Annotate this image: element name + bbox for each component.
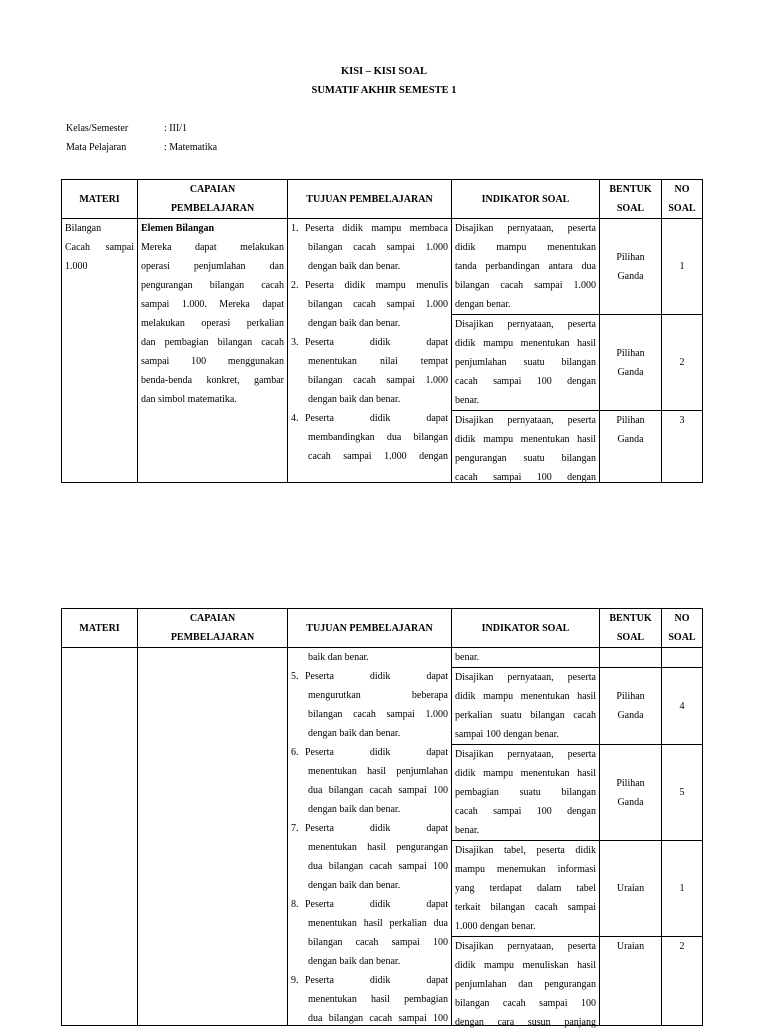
header-materi: MATERI	[62, 609, 138, 648]
materi-cell	[62, 648, 138, 1026]
indikator-cell: Disajikan pernyataan, peserta didik mampu menentukan hasil perkalian suatu bilangan cacah sampai 100 dengan benar.	[452, 668, 600, 745]
bentuk-soal-cell: Pilihan Ganda	[600, 411, 662, 483]
bentuk-soal-cell: Uraian	[600, 841, 662, 937]
tujuan-item-6: 6. Peserta didik dapat menentukan hasil penjumlahan dua bilangan cacah sampai 100 dengan baik dan benar.	[291, 747, 448, 815]
tujuan-item-8: 8. Peserta didik dapat menentukan hasil perkalian dua bilangan cacah sampai 100 dengan baik dan benar.	[291, 899, 448, 967]
header-no: NO SOAL	[662, 180, 703, 219]
header-bentuk: BENTUK SOAL	[600, 180, 662, 219]
table-header-row	[62, 609, 703, 648]
no-soal-cell	[662, 648, 703, 668]
bentuk-soal-cell: Uraian	[600, 937, 662, 1026]
tujuan-cell	[288, 219, 452, 483]
kisi-kisi-table-1	[61, 179, 703, 483]
mata-pelajaran-row	[66, 142, 217, 153]
no-soal-cell: 1	[662, 219, 703, 315]
table-row	[62, 219, 703, 315]
capaian-cell	[138, 648, 288, 1026]
tujuan-item-1: 1. Peserta didik mampu membaca bilangan cacah sampai 1.000 dengan baik dan benar.	[291, 223, 448, 272]
table-header-row	[62, 180, 703, 219]
tujuan-item-4: 4. Peserta didik dapat membandingkan dua bilangan cacah sampai 1.000 dengan	[291, 413, 448, 462]
bentuk-soal-cell: Pilihan Ganda	[600, 668, 662, 745]
no-soal-cell: 1	[662, 841, 703, 937]
indikator-cell: Disajikan pernyataan, peserta didik mampu menentukan hasil pembagian suatu bilangan cacah sampai 100 dengan benar.	[452, 745, 600, 841]
header-no: NO SOAL	[662, 609, 703, 648]
indikator-cell: Disajikan tabel, peserta didik mampu menemukan informasi yang terdapat dalam tabel terkait bilangan cacah sampai 1.000 dengan benar.	[452, 841, 600, 937]
bentuk-soal-cell	[600, 648, 662, 668]
materi-cell: Bilangan Cacah sampai 1.000	[62, 219, 138, 483]
indikator-cell: Disajikan pernyataan, peserta didik mampu menentukan hasil pengurangan suatu bilangan cacah sampai 100 dengan	[452, 411, 600, 483]
mata-pelajaran-label: Mata Pelajaran	[66, 142, 127, 153]
capaian-cell: Elemen Bilangan Mereka dapat melakukan operasi penjumlahan dan pengurangan bilangan cacah sampai 1.000. Mereka dapat melakukan operasi perkalian dan pembagian bilangan cacah sampai 100 menggunakan benda-benda konkret, gambar dan simbol matematika.	[138, 219, 288, 483]
header-tujuan: TUJUAN PEMBELAJARAN	[288, 609, 452, 648]
header-indikator: INDIKATOR SOAL	[452, 609, 600, 648]
kelas-semester-value: : III/1	[164, 123, 188, 134]
indikator-cell: Disajikan pernyataan, peserta didik mampu menentukan tanda perbandingan antara dua bilangan cacah sampai 1.000 dengan benar.	[452, 219, 600, 315]
indikator-cell: Disajikan pernyataan, peserta didik mampu menentukan hasil penjumlahan suatu bilangan cacah sampai 100 dengan benar.	[452, 315, 600, 411]
kelas-semester-row	[66, 123, 187, 134]
indikator-cell: Disajikan pernyataan, peserta didik mampu menuliskan hasil penjumlahan dan pengurangan bilangan cacah sampai 100 dengan cara susun panjang	[452, 937, 600, 1026]
header-materi: MATERI	[62, 180, 138, 219]
header-tujuan: TUJUAN PEMBELAJARAN	[288, 180, 452, 219]
tujuan-item-9: 9. Peserta didik dapat menentukan hasil pembagian dua bilangan cacah sampai 100	[291, 975, 448, 1024]
tujuan-item-2: 2. Peserta didik mampu menulis bilangan cacah sampai 1.000 dengan baik dan benar.	[291, 280, 448, 329]
tujuan-item-3: 3. Peserta didik dapat menentukan nilai tempat bilangan cacah sampai 1.000 dengan baik dan benar.	[291, 337, 448, 405]
mata-pelajaran-value: : Matematika	[164, 142, 218, 153]
document-subtitle: SUMATIF AKHIR SEMESTE 1	[311, 85, 457, 96]
no-soal-cell: 2	[662, 315, 703, 411]
no-soal-cell: 2	[662, 937, 703, 1026]
tujuan-cell	[288, 648, 452, 1026]
bentuk-soal-cell: Pilihan Ganda	[600, 315, 662, 411]
header-indikator: INDIKATOR SOAL	[452, 180, 600, 219]
header-capaian: CAPAIAN PEMBELAJARAN	[138, 609, 288, 648]
no-soal-cell: 4	[662, 668, 703, 745]
no-soal-cell: 5	[662, 745, 703, 841]
document-title: KISI – KISI SOAL	[340, 66, 428, 77]
indikator-continuation: benar.	[452, 648, 600, 668]
bentuk-soal-cell: Pilihan Ganda	[600, 219, 662, 315]
header-capaian: CAPAIAN PEMBELAJARAN	[138, 180, 288, 219]
kelas-semester-label: Kelas/Semester	[66, 123, 129, 134]
header-bentuk: BENTUK SOAL	[600, 609, 662, 648]
tujuan-continuation: baik dan benar.	[308, 652, 369, 663]
table-row	[62, 648, 703, 668]
bentuk-soal-cell: Pilihan Ganda	[600, 745, 662, 841]
tujuan-item-5: 5. Peserta didik dapat mengurutkan beberapa bilangan cacah sampai 1.000 dengan baik dan benar.	[291, 671, 448, 739]
no-soal-cell: 3	[662, 411, 703, 483]
tujuan-item-7: 7. Peserta didik dapat menentukan hasil pengurangan dua bilangan cacah sampai 100 dengan baik dan benar.	[291, 823, 448, 891]
kisi-kisi-table-2	[61, 608, 703, 1026]
